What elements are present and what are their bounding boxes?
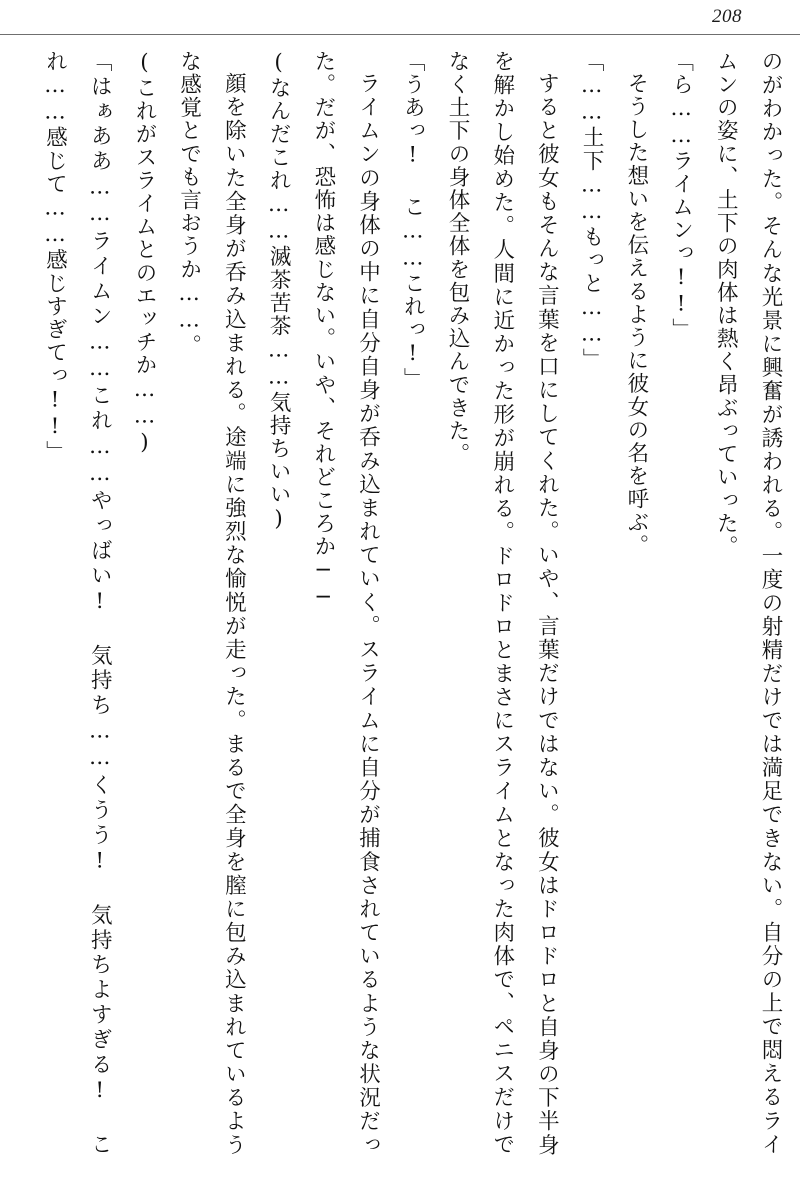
paragraph: そうした想いを伝えるように彼女の名を呼ぶ。 (623, 71, 649, 557)
paragraph: 「はぁああ……ライムン……これ……やっばい! 気持ち……くうう! 気持ちよすぎる! これ……感じて……感じすぎてっ!!」 (42, 50, 113, 1156)
page-number: 208 (712, 6, 742, 27)
vertical-text-body (14, 50, 792, 1156)
paragraph: ライムンの身体の中に自分自身が呑み込まれていく。スライムに自分が捕食されているような状況だった。だが、恐怖は感じない。いや、それどころか── (310, 50, 381, 1156)
paragraph: (これがスライムとのエッチか……) (131, 50, 157, 457)
paragraph: すると彼女もそんな言葉を口にしてくれた。いや、言葉だけではない。彼女はドロドロと自身の下半身を解かし始めた。人間に近かった形が崩れる。ドロドロとまさにスライムとなった肉体で、ペニスだけでなく土下の身体全体を包み込んできた。 (444, 50, 560, 1156)
paragraph: (なんだこれ……滅茶苦茶……気持ちいい) (266, 50, 292, 533)
paragraph: のがわかった。そんな光景に興奮が誘われる。一度の射精だけでは満足できない。自分の上で悶えるライムンの姿に、土下の肉体は熱く昂ぶっていった。 (713, 50, 783, 1156)
paragraph: 「……土下……もっと……」 (579, 50, 605, 372)
paragraph: 「うあっ! こ……これっ!」 (400, 50, 426, 391)
paragraph: 「ら……ライムンっ!!」 (668, 50, 694, 342)
paragraph: 顔を除いた全身が呑み込まれる。途端に強烈な愉悦が走った。まるで全身を膣に包み込まれているような感覚とでも言おうか……。 (176, 50, 247, 1156)
header-divider (0, 34, 800, 35)
